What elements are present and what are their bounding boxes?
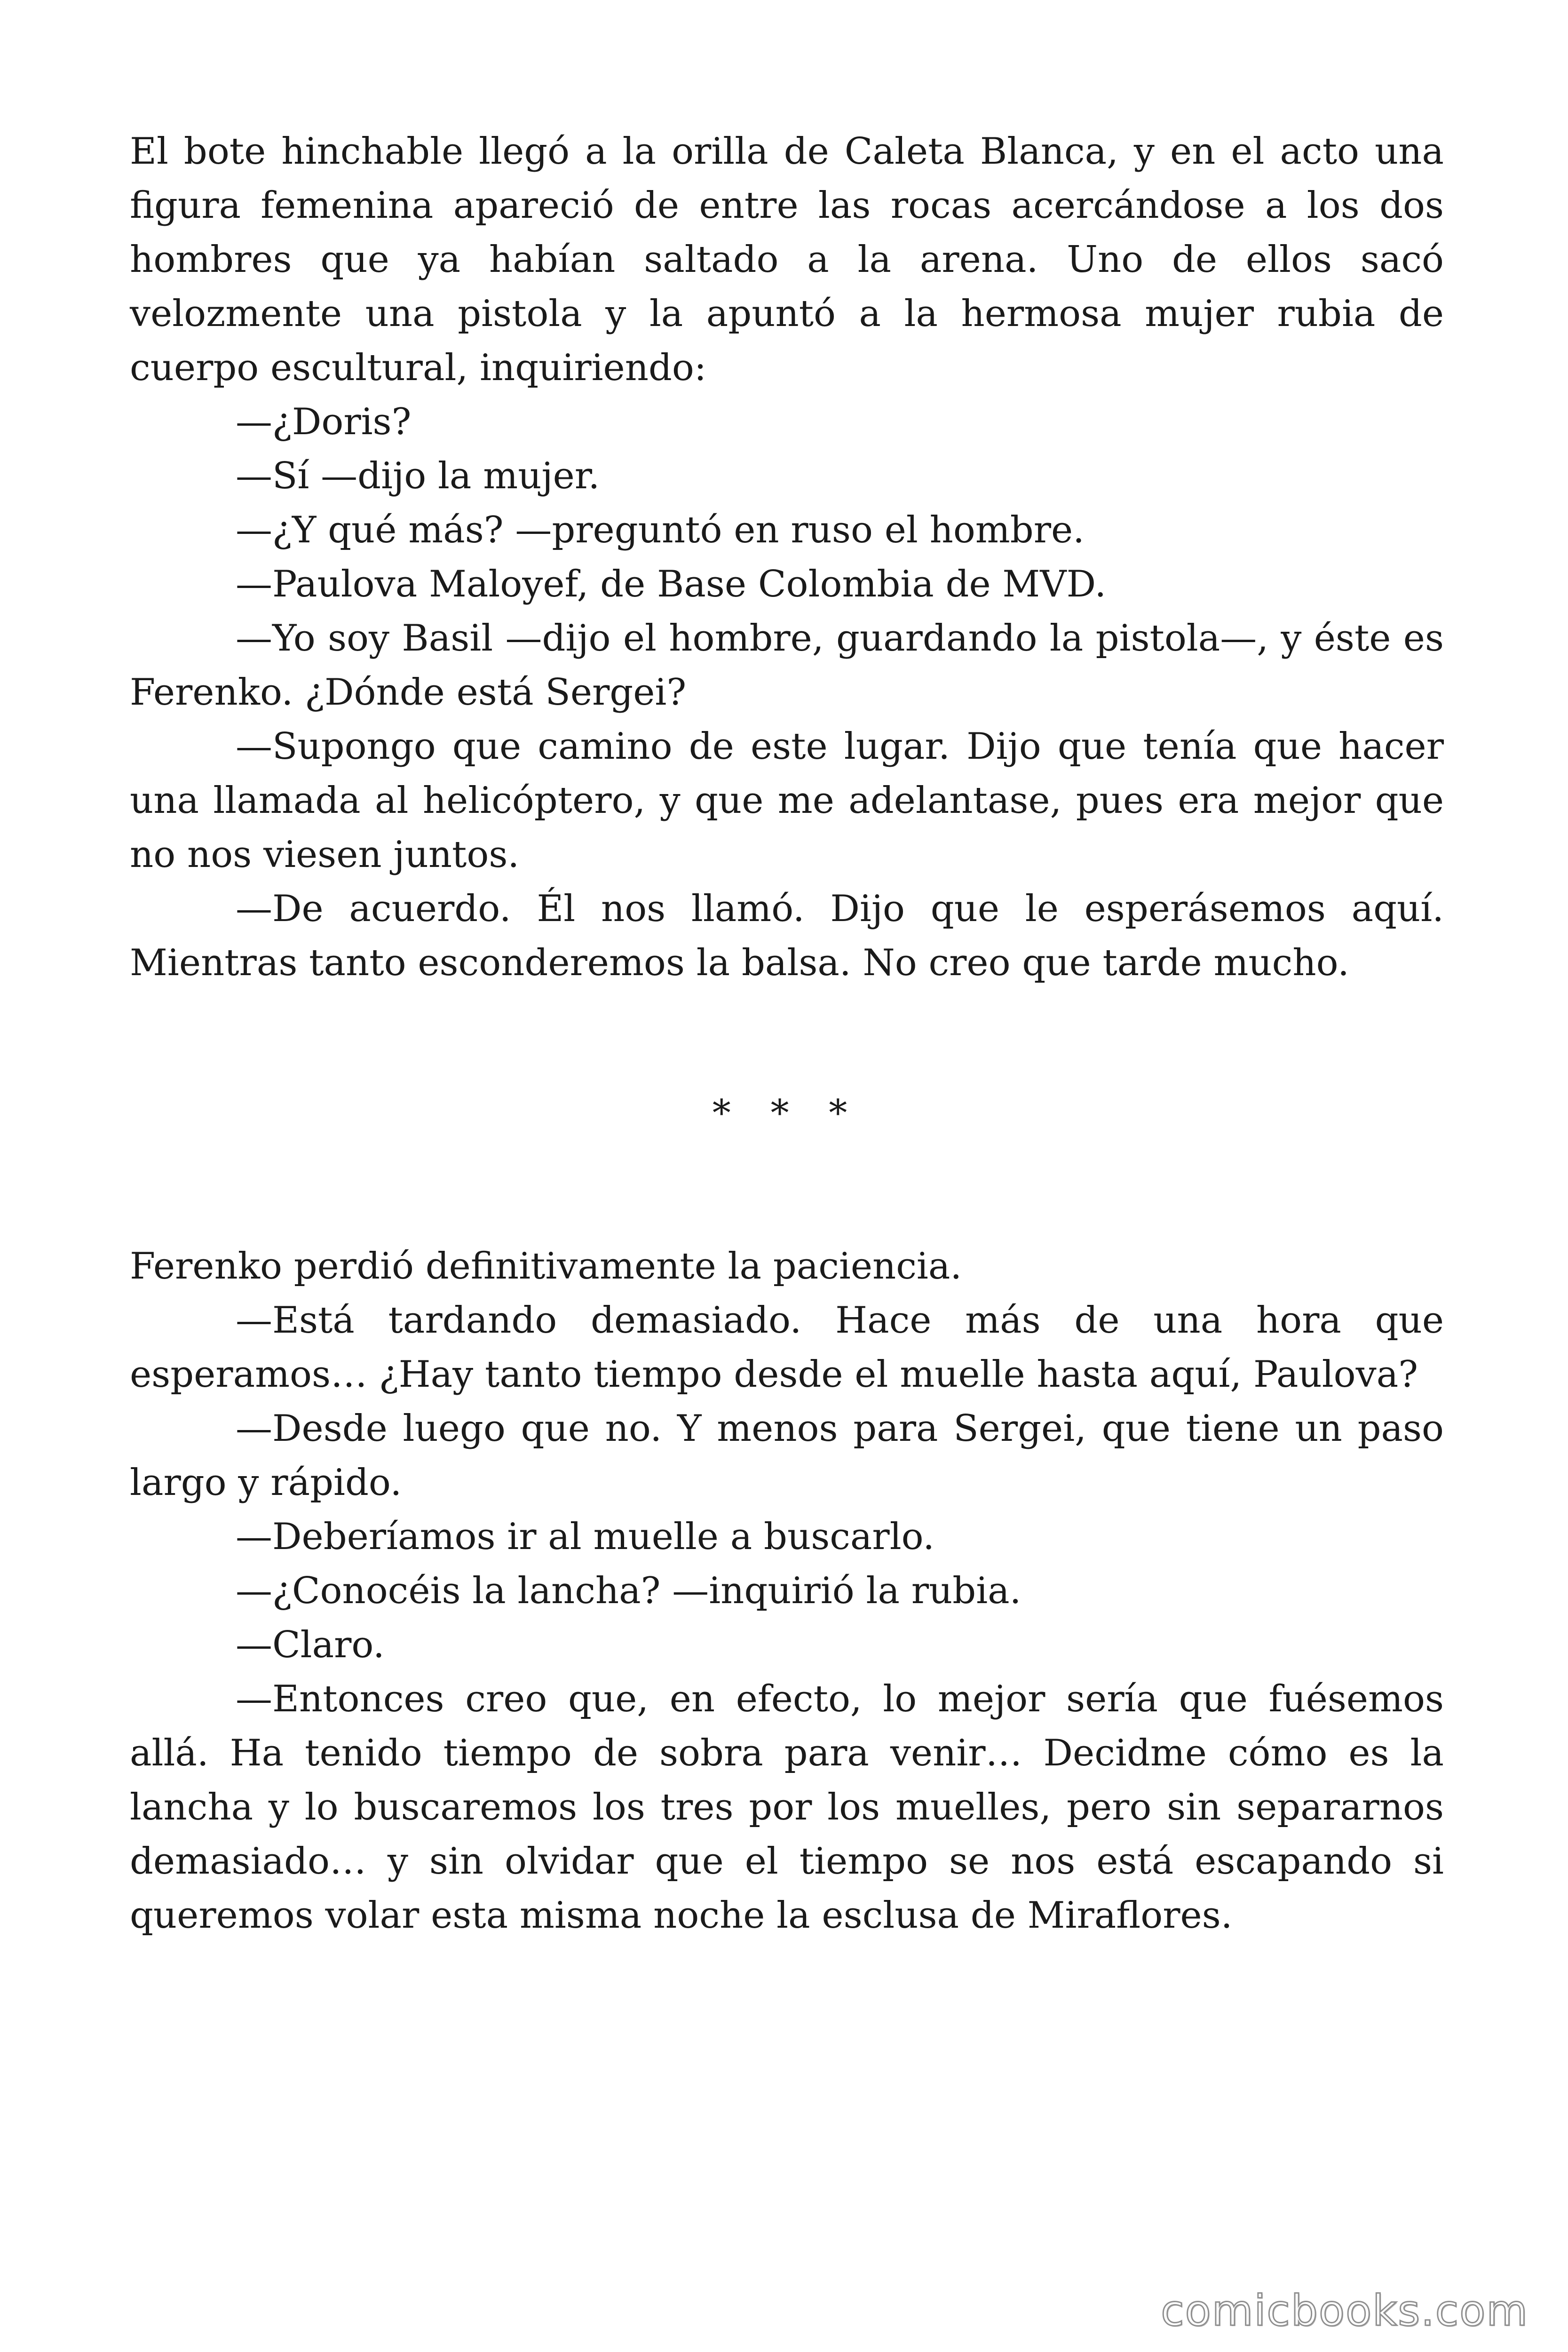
dialogue-line: —Supongo que camino de este lugar. Dijo que tenía que hacer una llamada al helicóptero, y que me adelantase, pues era mejor que no nos viesen juntos. [130,725,1444,876]
dialogue-line: —Desde luego que no. Y menos para Sergei, que tiene un paso largo y rápido. [130,1407,1444,1504]
dialogue-line: —Entonces creo que, en efecto, lo mejor sería que fuésemos allá. Ha tenido tiempo de sobra para venir… Decidme cómo es la lancha y lo buscaremos los tres por los muelles, pero sin separarnos demasiado… y sin olvidar que el tiempo se nos está escapando si queremos volar esta misma noche la esclusa de Miraflores. [130,1678,1444,1937]
paragraph: Ferenko perdió definitivamente la paciencia. [130,1245,962,1287]
dialogue-line: —¿Doris? [236,401,412,443]
book-page [130,125,1444,1943]
watermark: comicbooks.com [1161,2286,1528,2336]
dialogue-line: —Sí —dijo la mujer. [236,455,600,497]
dialogue-line: —Yo soy Basil —dijo el hombre, guardando la pistola—, y éste es Ferenko. ¿Dónde está Sergei? [130,617,1444,714]
section-2 [130,1240,1444,1943]
dialogue-line: —Paulova Maloyef, de Base Colombia de MVD. [236,563,1107,605]
dialogue-line: —¿Conocéis la lancha? —inquirió la rubia. [236,1570,1022,1612]
section-1 [130,125,1444,990]
dialogue-line: —Está tardando demasiado. Hace más de una hora que esperamos… ¿Hay tanto tiempo desde el muelle hasta aquí, Paulova? [130,1299,1444,1396]
dialogue-line: —¿Y qué más? —preguntó en ruso el hombre. [236,509,1085,551]
section-separator: * * * [712,1092,862,1135]
dialogue-line: —De acuerdo. Él nos llamó. Dijo que le esperásemos aquí. Mientras tanto esconderemos la balsa. No creo que tarde mucho. [130,888,1444,984]
dialogue-line: —Claro. [236,1624,385,1666]
paragraph: El bote hinchable llegó a la orilla de Caleta Blanca, y en el acto una figura femenina apareció de entre las rocas acercándose a los dos hombres que ya habían saltado a la arena. Uno de ellos sacó velozmente una pistola y la apuntó a la hermosa mujer rubia de cuerpo escultural, inquiriendo: [130,130,1444,389]
dialogue-line: —Deberíamos ir al muelle a buscarlo. [236,1516,935,1558]
